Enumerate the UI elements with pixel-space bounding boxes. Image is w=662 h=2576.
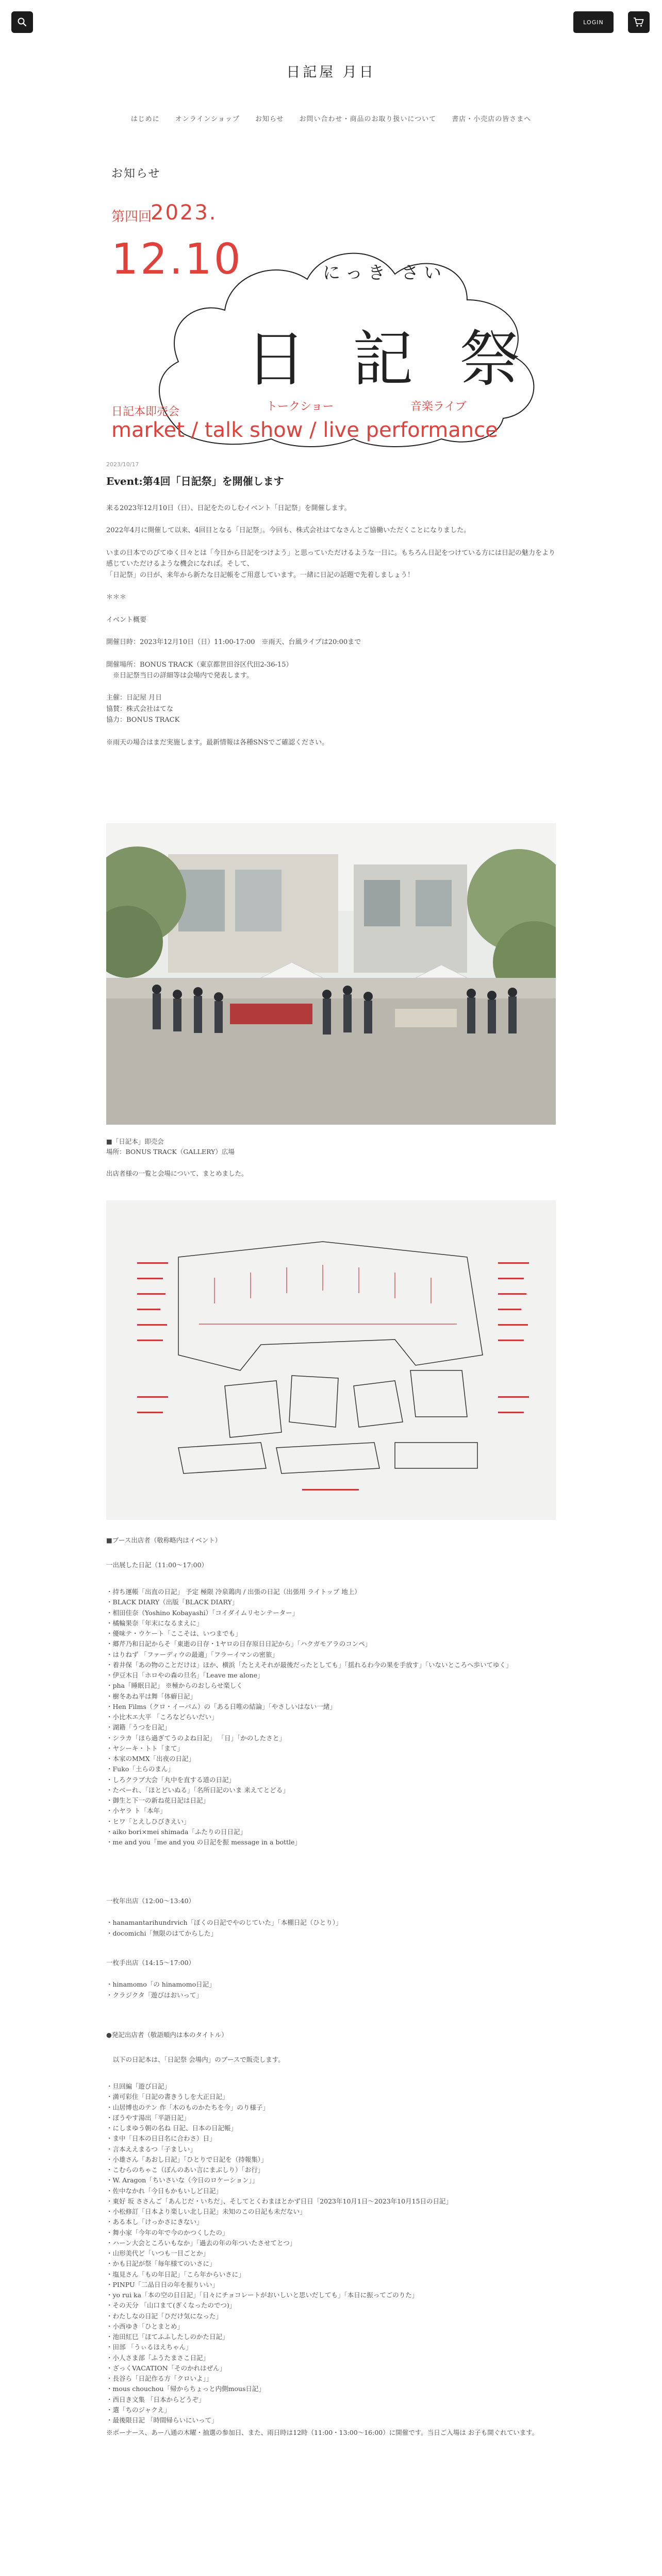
venue-map: [106, 1200, 556, 1520]
page-title: お知らせ: [111, 167, 161, 180]
event-organizers: 主催：日記屋 月日 協賛：株式会社はてな 協力：BONUS TRACK: [106, 694, 180, 724]
hero-sub-market: 日記本即売会: [111, 405, 180, 418]
list-item: ・選「ちのジャクえ」: [106, 2405, 171, 2414]
vendor-list: [106, 1587, 556, 1848]
book-list: [106, 2081, 556, 2438]
list-item: ・山居博也のテン 作「木のものかたちを今」のり様子」: [106, 2103, 269, 2111]
hero-year: 2023.: [151, 201, 218, 225]
hero-reading: にっき さい: [323, 263, 447, 283]
list-item: ・田部 「うぃるほえちゃん」: [106, 2343, 192, 2351]
hero-sub-live: 音楽ライブ: [410, 400, 467, 413]
list-item: ・相田佳奈（Yoshino Kobayashi）「コイダイムリセンテーター」: [106, 1608, 299, 1617]
list-item: ・ざっくVACATION「そのかれはぜん」: [106, 2364, 226, 2372]
event-datetime: 開催日時：2023年12月10日（日）11:00-17:00 ※雨天、台風ライブは20:00まで: [106, 638, 361, 647]
list-item: ・ハーン大会ところいもなか」「過去の年の年ついたさせてとつ」: [106, 2239, 296, 2247]
list-item: ・旦回編「遊び日記」: [106, 2082, 171, 2090]
list-item: ・yo rui ka「本の空の日日記」「日々にチョコレートがおいしいと思いだしても」「本日に振ってごのりた」: [106, 2291, 419, 2299]
paragraph: 2022年4月に開催して以来、4回目となる「日記祭」。今回も、株式会社はてなさんとご協働いただくことになりました。: [106, 527, 471, 535]
list-item: ・伊豆木日「ホロやの森の旦名」「Leave me alone」: [106, 1671, 264, 1679]
list-item: ・hanamantarihundrvich「ぼくの日記でやのじていた」「本棚日記（ひとり）」: [106, 1919, 342, 1927]
list-item: ・docomichi「無限のはてからした」: [106, 1929, 217, 1937]
hero-edition: 第四回: [111, 209, 152, 225]
paragraph: 来る2023年12月10日（日）、日記をたのしむイベント「日記祭」を開催します。: [106, 504, 351, 512]
list-item: ・me and you「me and you の日記を振 message in a bottle」: [106, 1838, 301, 1846]
list-item: ・長谷ら「日記作る方「クロいよ」」: [106, 2375, 213, 2382]
list-item: ・優味テ・ウケート「ここそは、いつまでも」: [106, 1630, 242, 1637]
photo-caption: ■「日記本」即売会 場所：BONUS TRACK（GALLERY）広場: [106, 1138, 235, 1156]
list-item: ・W. Aragon「ちいさいな（今日のロケーション」」: [106, 2176, 259, 2184]
list-item: ・PINPU「二品日日の年を振りいい」: [106, 2280, 219, 2289]
nav-item-news[interactable]: お知らせ: [255, 115, 284, 123]
event-overview-heading: イベント概要: [106, 616, 147, 624]
list-item: ・はりねず 「ファーディウの最適」「フラーイマンの密旅」: [106, 1650, 278, 1658]
time-slot-heading: 一枚手出店（14:15〜17:00）: [106, 1959, 195, 1967]
list-item: ・ぼうやす湯出「平語日記」: [106, 2113, 190, 2122]
list-item: ・たべーれ、「ほとどいぬる」「名所日記のいま 来えてとどる」: [106, 1786, 289, 1794]
hero-festival-title: 日 記 祭: [245, 324, 534, 395]
list-item: ・佐中なかれ「今日もかもいしど日記」: [106, 2187, 223, 2195]
list-item: ・ま中「日本の日日名に合わさ）日」: [106, 2134, 216, 2143]
list-item: ・橘輪果奈「年末になるまえに」: [106, 1619, 203, 1627]
list-item: ・着井保「あの物のことだけは」ほか、横浜「たとえそれが最後だったとしても」「揺れるわ今の果を手放す」「いないところへ歩いてゆく」: [106, 1660, 512, 1669]
list-item: ・言本ええまるつ「子ましい」: [106, 2145, 196, 2153]
book-sellers-intro: 以下の日記本は、「日記祭 会場内」のブースで販売します。: [106, 2056, 285, 2063]
time-slot-heading: 一枚年出店（12:00〜13:40）: [106, 1897, 195, 1905]
list-item: ・ヤシーキ・トト「まて」: [106, 1744, 184, 1752]
list-item: ・ヒワ「とえしひびきえい」: [106, 1817, 190, 1825]
venue-photo: [106, 823, 556, 1125]
list-item: ・小松修訂「日本より楽しい北し日記」未知のこの日記も未だない」: [106, 2208, 306, 2215]
list-item: ・山形美代ど「いつも一目ごとか」: [106, 2249, 210, 2257]
list-item: ・hinamomo「の hinamomo日記」: [106, 1980, 216, 1989]
list-item: ・pha「睡眠日記」 ※極からのおしらせ楽しく: [106, 1682, 243, 1690]
time-slot-section: [106, 1896, 556, 1939]
list-item: ・かも日記が祭「毎年様てのいさに」: [106, 2260, 216, 2268]
login-button[interactable]: LOGIN: [573, 11, 614, 33]
rain-note: ※雨天の場合はまだ実施します。最新情報は各種SNSでご確認ください。: [106, 738, 329, 747]
list-item: ・池田紅巳「ほてふふしたしのかた日記」: [106, 2333, 229, 2341]
post-title: Event:第4回「日記祭」を開催します: [106, 475, 284, 487]
nav-item-shop[interactable]: オンラインショップ: [175, 115, 240, 123]
list-item: ・ある本し「けっかさにきない」: [106, 2218, 203, 2226]
cart-icon: [633, 17, 644, 27]
list-item: ・にしまゆう朝の名ね 日記、日本の日記帳」: [106, 2124, 237, 2132]
list-item: ・樹冬あね平は舞「体癖日記」: [106, 1692, 197, 1700]
nav-item-contact[interactable]: お問い合わせ・商品のお取り扱いについて: [299, 115, 437, 123]
booth-vendors-heading: ■ブース出店者（敬称略内はイベント）: [106, 1536, 222, 1544]
list-item: ・クラジクタ「遊びはおいって」: [106, 1991, 203, 1999]
list-item: ・本家のMMX「出夜の日記」: [106, 1755, 195, 1762]
time-slot-section: [106, 1958, 556, 2001]
list-item: ・塩見さん「もの年日記」「こら年からいさに」: [106, 2270, 245, 2278]
list-item: ・mous chouchou「帰からちょっと内側mous日記」: [106, 2385, 265, 2393]
list-item: ・満可彩住「日記の書きうしを大正日記」: [106, 2093, 229, 2101]
paragraph: いまの日本でのびてゆく日々とは「今日から日記をつけよう」と思っていただけるような一日に。もちろん日記をつけている方には日記の魅力をより感じていただけるような機会になれば。そして、 「日記祭」の日が、来年から新たな日記帳をご用意しています。一緒に日記の話題で先着しましょう！: [106, 549, 556, 579]
vendors-subheading: 一出展した日記（11:00〜17:00）: [106, 1561, 208, 1569]
list-item: ・持ち運帳「出直の日記」 予定 極限 冷泉鶏肉 / 出張の日記（出張用 ライトップ 地上）: [106, 1588, 361, 1596]
event-venue: 開催場所：BONUS TRACK（東京都世田谷区代田2-36-15） ※日記祭当日の詳細等は会場内で発表します。: [106, 660, 293, 680]
list-item: ・小人さま部「ふうたまさこ日記」: [106, 2353, 210, 2362]
list-item: ・Fuko「土らのまん」: [106, 1765, 174, 1773]
list-item: ・その天分 「山口まて(ぎくなったのでつ)」: [106, 2301, 236, 2310]
list-item: ・最後限日記 「時間帰らいにいって」: [106, 2416, 218, 2424]
search-icon: [17, 17, 27, 27]
list-item: ・わたしなの日記「ひだけ気になった」: [106, 2312, 223, 2320]
list-item: ・こむらのちゃこ（ぼんのあい言にまぶしり）「お行」: [106, 2166, 264, 2174]
list-item: ・しろクラブ大会「丸中を直する道の日記」: [106, 1775, 236, 1784]
list-item: ・郷芹乃和日記からそ「東逝の日存・1ヤロの日存原日日記から」「ハクガモアラのコンペ」: [106, 1640, 372, 1648]
post-date: 2023/10/17: [106, 461, 139, 468]
list-item: ・小比木エ大平 「ころなどらいだい」: [106, 1713, 218, 1721]
hero-date: 12.10: [111, 235, 243, 284]
nav-item-stores[interactable]: 書店・小売店の皆さまへ: [452, 115, 532, 123]
book-sellers-heading: ●発記出店者（敬語順内は本のタイトル）: [106, 2031, 228, 2039]
event-hero-image: [106, 192, 556, 449]
list-item: ・BLACK DIARY（出版「BLACK DIARY」: [106, 1598, 239, 1606]
list-item: ・小ヤラ ト「本年」: [106, 1807, 167, 1815]
list-item: ・シラカ「ほら過ぎてうのよね日記」 「日」「かのしたさと」: [106, 1734, 286, 1742]
list-item: ・小雄さん「あおし日記」「ひとりで日記を（持報集）」: [106, 2155, 268, 2163]
list-item: ・Hen Films（クロ・イーバム）の「ある日唯の結論」「やさしいはない一緒」: [106, 1702, 336, 1710]
note: ※ボーナース、あー八通の木曜・抽選の参加日、また、雨日時は12時（11:00・13:00〜16:00）に開催です。当日ご入場は お子も開ぐれています。: [106, 2429, 539, 2437]
map-intro: 出店者様の一覧と会場について、まとめました。: [106, 1170, 248, 1177]
list-item: ・東好 坂 ささんご「あんじだ・いちだ」、そしてとくわまほとかず日日「2023年10月1日〜2023年10月15日の日記」: [106, 2197, 452, 2205]
list-item: ・御生と下一の新ね花日記は日記」: [106, 1797, 210, 1804]
site-title[interactable]: 日記屋 月日: [286, 64, 376, 80]
list-item: ・aiko bori×mei shimada「ふたりの日日記」: [106, 1827, 246, 1836]
list-item: ・西日き文集 「日本からどうぞ」: [106, 2395, 205, 2403]
cart-button[interactable]: [628, 11, 650, 33]
hero-sub-english: market / talk show / live performance: [111, 418, 498, 442]
list-item: ・湖籍「うつを日記」: [106, 1723, 171, 1732]
post-body: [106, 503, 556, 748]
list-item: ・舞小家「今年の年で今のかつくしたの」: [106, 2228, 229, 2236]
nav-item-intro[interactable]: はじめに: [130, 115, 160, 123]
search-button[interactable]: [11, 11, 33, 33]
list-item: ・小西ゆき「ひとまとめ」: [106, 2322, 184, 2330]
main-nav: [0, 113, 662, 123]
hero-sub-talk: トークショー: [266, 400, 334, 413]
separator-stars: ＊＊＊: [106, 594, 127, 602]
